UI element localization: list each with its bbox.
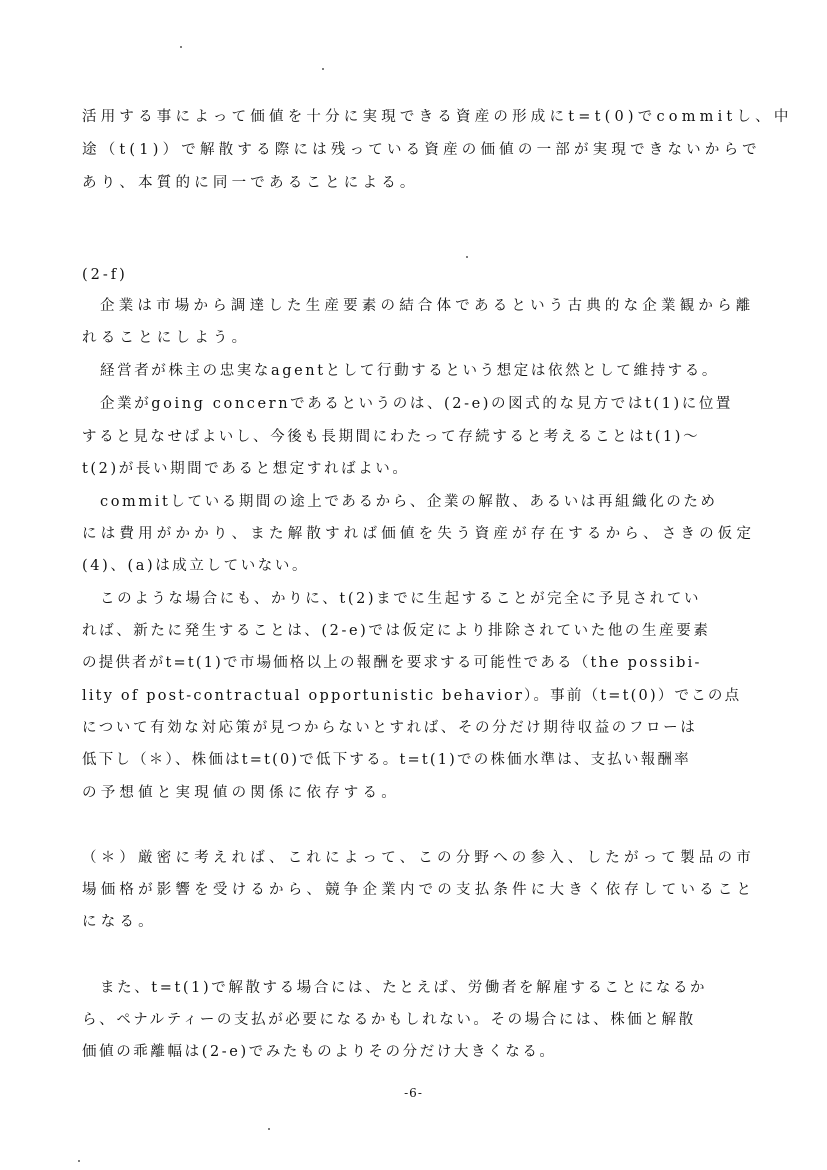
scan-speck xyxy=(466,256,468,258)
text-line: 価値の乖離幅は(2-e)でみたものよりその分だけ大きくなる。 xyxy=(82,1044,557,1060)
text-line: (4)、(a)は成立していない。 xyxy=(82,558,310,574)
text-line: あり、本質的に同一であることによる。 xyxy=(82,175,419,191)
text-line: このような場合にも、かりに、t(2)までに生起することが完全に予見されてい xyxy=(100,591,702,607)
text-line: また、t=t(1)で解散する場合には、たとえば、労働者を解雇することになるか xyxy=(100,980,708,996)
text-line: ら、ペナルティーの支払が必要になるかもしれない。その場合には、株価と解散 xyxy=(82,1012,696,1028)
footnote-line: （＊）厳密に考えれば、これによって、この分野への参入、したがって製品の市 xyxy=(82,850,755,866)
text-line: 企業がgoing concernであるというのは、(2-e)の図式的な見方ではt(1)に位置 xyxy=(100,396,734,412)
text-line: の予想値と実現値の関係に依存する。 xyxy=(82,785,400,801)
text-line: lity of post-contractual opportunistic behavior）。事前（t=t(0)）でこの点 xyxy=(82,688,742,704)
text-line: t(2)が長い期間であると想定すればよい。 xyxy=(82,461,410,477)
text-line: れることにしよう。 xyxy=(82,330,251,346)
page-number: -6- xyxy=(404,1086,423,1100)
text-line: すると見なせばよいし、今後も長期間にわたって存続すると考えることはt(1)～ xyxy=(82,429,701,445)
text-line: の提供者がt=t(1)で市場価格以上の報酬を要求する可能性である（the possibi- xyxy=(82,655,702,671)
text-line: 低下し（＊）、株価はt=t(0)で低下する。t=t(1)での株価水準は、支払い報酬率 xyxy=(82,752,691,768)
scan-speck xyxy=(180,46,182,48)
text-line: 活用する事によって価値を十分に実現できる資産の形成にt=t(0)でcommitし、中 xyxy=(82,109,793,125)
text-line: 途（t(1)）で解散する際には残っている資産の価値の一部が実現できないからで xyxy=(82,142,761,158)
scan-speck xyxy=(78,1160,80,1162)
text-line: には費用がかかり、また解散すれば価値を失う資産が存在するから、さきの仮定 xyxy=(82,526,756,542)
text-line: について有効な対応策が見つからないとすれば、その分だけ期待収益のフローは xyxy=(82,720,698,736)
text-line: 経営者が株主の忠実なagentとして行動するという想定は依然として維持する。 xyxy=(100,363,719,379)
scan-speck xyxy=(322,68,324,70)
footnote-line: になる。 xyxy=(82,914,157,930)
section-heading: (2-f) xyxy=(82,267,128,283)
text-line: れば、新たに発生することは、(2-e)では仮定により排除されていた他の生産要素 xyxy=(82,623,711,639)
footnote-line: 場価格が影響を受けるから、競争企業内での支払条件に大きく依存していること xyxy=(82,882,756,898)
text-line: 企業は市場から調達した生産要素の結合体であるという古典的な企業観から離 xyxy=(100,298,755,314)
scan-speck xyxy=(268,1128,270,1130)
text-line: commitしている期間の途上であるから、企業の解散、あるいは再組織化のため xyxy=(100,494,718,510)
